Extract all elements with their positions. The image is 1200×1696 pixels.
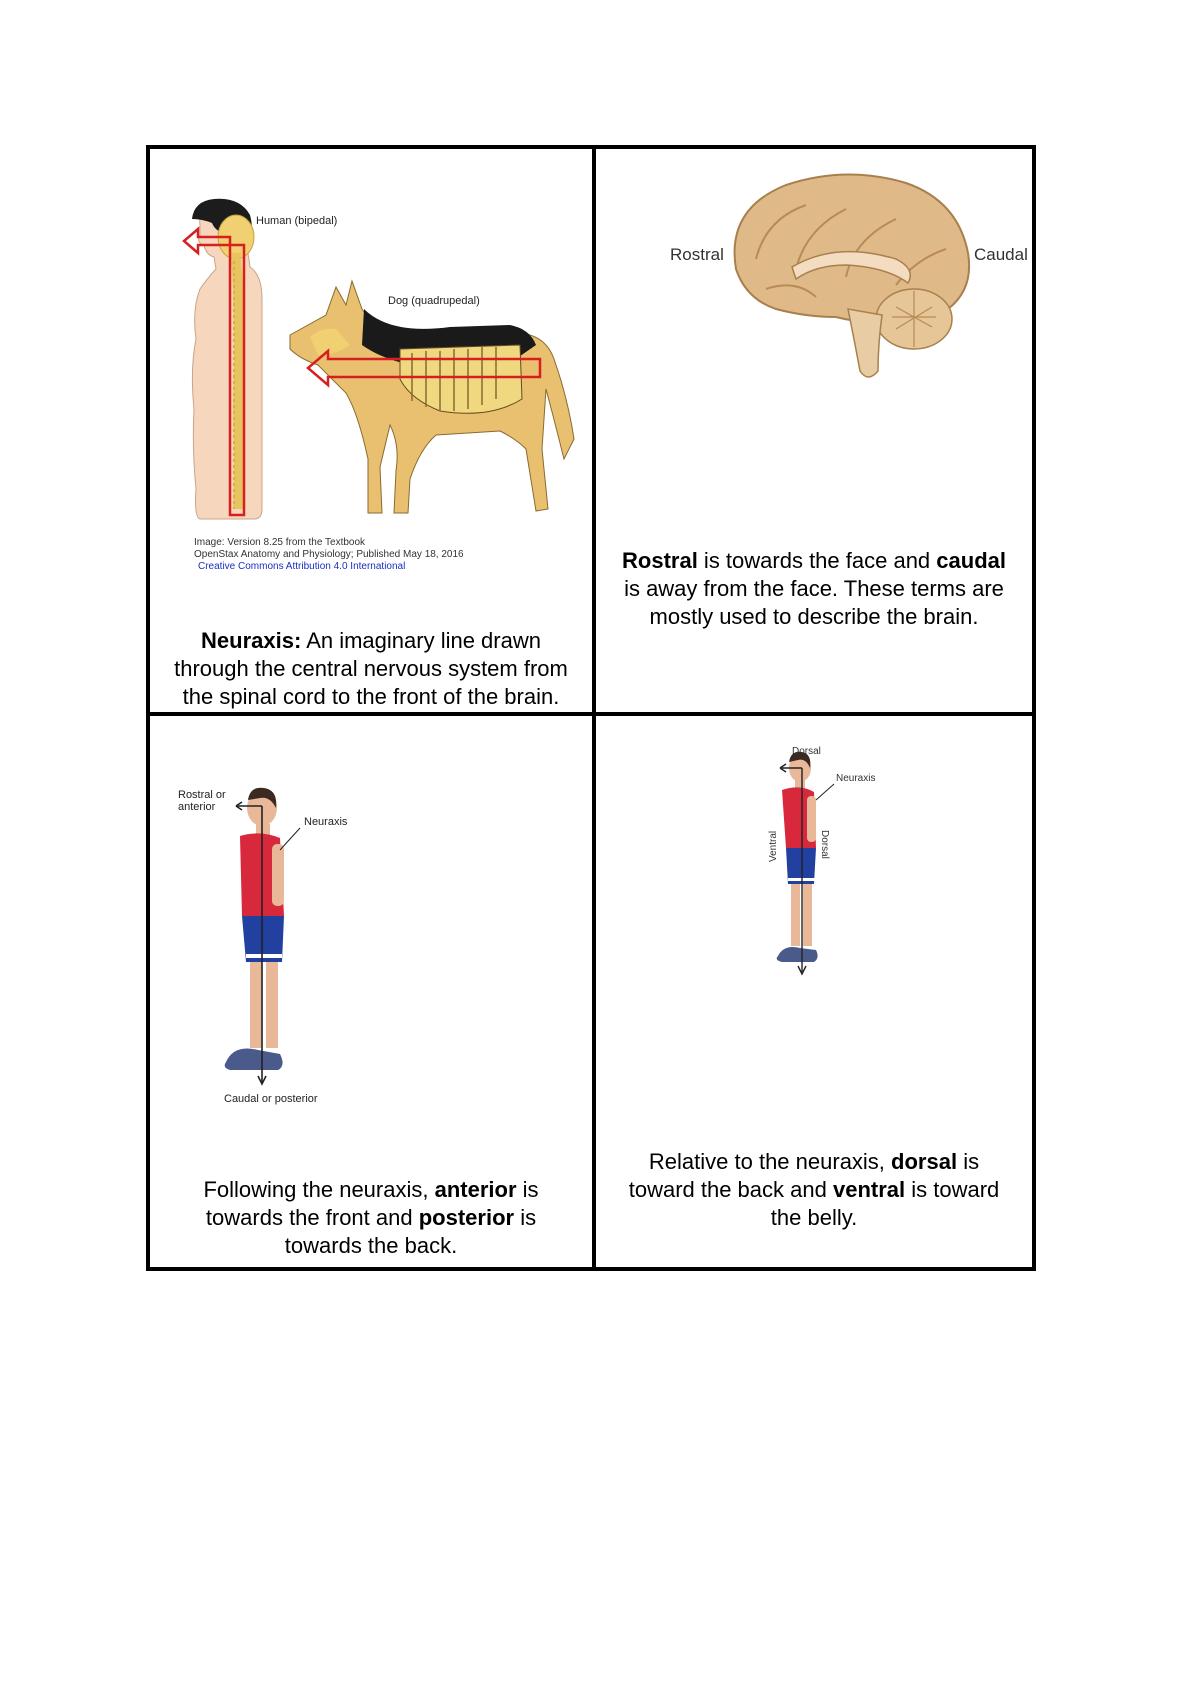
neuraxis-term: Neuraxis: bbox=[201, 628, 302, 653]
terminology-card-grid bbox=[146, 145, 1036, 1271]
human-label: Human (bipedal) bbox=[256, 215, 338, 227]
card-rostral-caudal bbox=[596, 149, 1032, 712]
dorsal-term: dorsal bbox=[891, 1149, 958, 1174]
neuraxis-illustration bbox=[150, 149, 592, 569]
caudal-term: caudal bbox=[936, 548, 1006, 573]
rostral-label: Rostral bbox=[670, 245, 724, 264]
caudal-label: Caudal bbox=[974, 245, 1028, 264]
human-figure bbox=[192, 199, 262, 519]
anterior-caption-text-4: is bbox=[514, 1205, 537, 1230]
standing-man-small-figure bbox=[777, 752, 818, 962]
anterior-caption-line-3: towards the back. bbox=[284, 1233, 458, 1258]
anterior-term: anterior bbox=[434, 1177, 517, 1202]
neuraxis-label-small: Neuraxis bbox=[836, 773, 876, 784]
image-credit-line-2: OpenStax Anatomy and Physiology; Published May 18, 2016 bbox=[194, 549, 464, 560]
dorsal-caption-text-4: is toward bbox=[905, 1177, 1000, 1202]
rostral-term: Rostral bbox=[622, 548, 698, 573]
ventral-term: ventral bbox=[832, 1177, 906, 1202]
neuraxis-caption-line-3: the spinal cord to the front of the brain. bbox=[182, 684, 560, 709]
neuraxis-caption-line-1: An imaginary line drawn bbox=[301, 628, 541, 653]
dorsal-top-label: Dorsal bbox=[792, 746, 821, 757]
standing-man-anterior-illustration bbox=[150, 716, 592, 1136]
anterior-caption-text-1: Following the neuraxis, bbox=[203, 1177, 435, 1202]
brain-sagittal-illustration bbox=[596, 149, 1032, 389]
dog-label: Dog (quadrupedal) bbox=[388, 295, 480, 307]
brain-drawing bbox=[735, 174, 970, 377]
anterior-caption-text-3: towards the front and bbox=[205, 1205, 419, 1230]
rostral-anterior-label-line-2: anterior bbox=[178, 801, 216, 813]
neuraxis-label: Neuraxis bbox=[304, 816, 348, 828]
rostral-caption-line-3: mostly used to describe the brain. bbox=[649, 604, 979, 629]
dorsal-caption-line-3: the belly. bbox=[770, 1205, 858, 1230]
anterior-caption-text-2: is bbox=[516, 1177, 539, 1202]
card-anterior-posterior bbox=[150, 716, 592, 1267]
dorsal-caption-text-2: is bbox=[957, 1149, 980, 1174]
card-dorsal-ventral bbox=[596, 716, 1032, 1267]
card-neuraxis bbox=[150, 149, 592, 712]
dorsal-caption-text-1: Relative to the neuraxis, bbox=[648, 1149, 892, 1174]
neuraxis-caption bbox=[150, 627, 592, 711]
dorsal-side-label: Dorsal bbox=[819, 830, 830, 859]
rostral-caption-text-1: is towards the face and bbox=[697, 548, 937, 573]
standing-man-dorsal-illustration bbox=[596, 716, 1032, 1036]
dorsal-caption-text-3: toward the back and bbox=[628, 1177, 833, 1202]
image-credit-license: Creative Commons Attribution 4.0 International bbox=[198, 561, 406, 569]
caudal-posterior-label: Caudal or posterior bbox=[224, 1093, 318, 1105]
image-credit-line-1: Image: Version 8.25 from the Textbook bbox=[194, 537, 366, 548]
rostral-caudal-caption bbox=[596, 547, 1032, 631]
ventral-side-label: Ventral bbox=[768, 830, 779, 862]
dog-figure bbox=[290, 281, 574, 513]
rostral-anterior-label-line-1: Rostral or bbox=[178, 789, 226, 801]
dorsal-ventral-caption bbox=[596, 1148, 1032, 1232]
posterior-term: posterior bbox=[418, 1205, 515, 1230]
neuraxis-caption-line-2: through the central nervous system from bbox=[174, 656, 568, 681]
standing-man-figure bbox=[225, 788, 284, 1070]
rostral-caption-line-2: is away from the face. These terms are bbox=[624, 576, 1004, 601]
anterior-posterior-caption bbox=[150, 1176, 592, 1260]
